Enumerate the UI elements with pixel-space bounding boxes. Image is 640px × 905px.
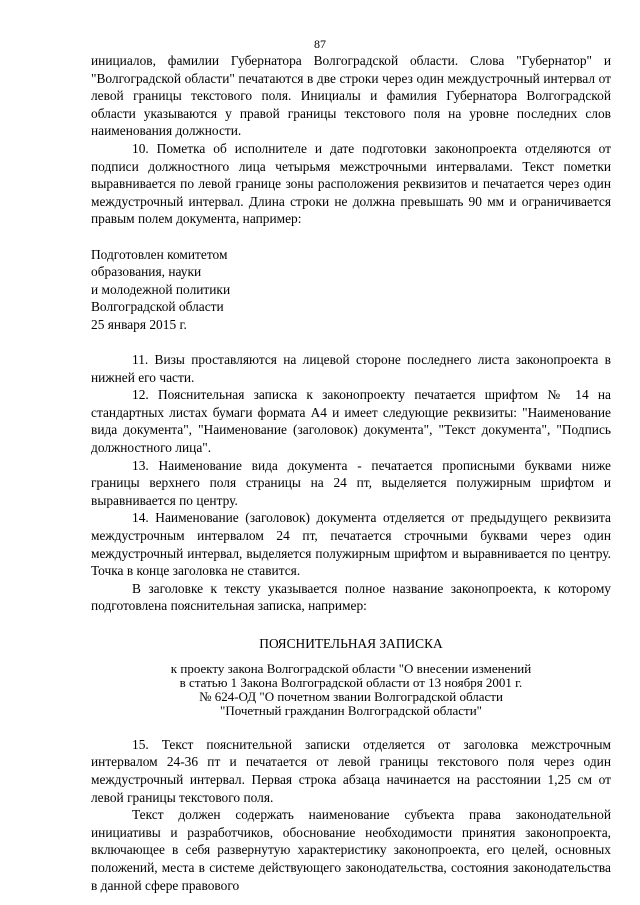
paragraph-14: 14. Наименование (заголовок) документа отделяется от предыдущего реквизита междустрочным интервалом 24 пт, печатается строчными буквами через один междустрочный интервал, выделяется полужирным шрифтом и выравнивается по центру. Точка в конце заголовка не ставится. [91,510,611,579]
paragraph-16: Текст должен содержать наименование субъекта права законодательной инициативы и разработчиков, обоснование необходимости принятия законопроекта, включающее в себя развернутую характеристику законопроекта, его целей, основных положений, места в системе действующего законодательства, состояния законодательства в данной сфере правового [91,807,611,893]
example-executor-note [91,246,611,334]
document-body [91,52,611,894]
paragraph-continuation: инициалов, фамилии Губернатора Волгоградской области. Слова "Губернатор" и "Волгоградской области" печатаются в две строки через один междустрочный интервал от левой границы текстового поля. Инициалы и фамилия Губернатора Волгоградской области указываются у правой границы текстового поля на уровне последних слов наименования должности. [91,53,611,139]
example-reference [91,662,611,718]
paragraph-14-continued: В заголовке к тексту указывается полное название законопроекта, к которому подготовлена пояснительная записка, например: [91,580,611,614]
reference-line: "Почетный гражданин Волгоградской области" [220,703,482,719]
paragraph-13: 13. Наименование вида документа - печатается прописными буквами ниже границы верхнего поля страницы на 24 пт, выделяется полужирным шрифтом и выравнивается по центру. [91,457,611,508]
note-line: и молодежной политики [91,281,231,297]
note-line: 25 января 2015 г. [91,316,187,332]
reference-line: в статью 1 Закона Волгоградской области от 13 ноября 2001 г. [179,675,523,691]
example-title: ПОЯСНИТЕЛЬНАЯ ЗАПИСКА [259,635,443,651]
page-number: 87 [314,37,326,51]
note-line: Подготовлен комитетом [91,246,228,262]
paragraph-11: 11. Визы проставляются на лицевой стороне последнего листа законопроекта в нижней его части. [91,352,611,385]
reference-line: № 624-ОД "О почетном звании Волгоградской области [199,689,503,705]
paragraph-10: 10. Пометка об исполнителе и дате подготовки законопроекта отделяются от подписи должностного лица четырьмя межстрочными интервалами. Текст пометки выравнивается по левой границе зоны расположения реквизитов и печатается через один междустрочный интервал. Длина строки не должна превышать 90 мм и ограничивается правым полем документа, например: [91,140,611,227]
note-line: Волгоградской области [91,299,224,315]
paragraph-15: 15. Текст пояснительной записки отделяется от заголовка межстрочным интервалом 24-36 пт и печатается от левой границы текстового поля через один междустрочный интервал. Первая строка абзаца начинается на расстоянии 1,25 см от левой границы текстового поля. [91,736,611,805]
note-line: образования, науки [91,264,202,280]
reference-line: к проекту закона Волгоградской области "О внесении изменений [170,661,532,677]
paragraph-12: 12. Пояснительная записка к законопроекту печатается шрифтом № 14 на стандартных листах бумаги формата А4 и имеет следующие реквизиты: "Наименование вида документа", "Наименование (заголовок) документа", "Текст документа", "Подпись должностного лица". [91,387,611,456]
